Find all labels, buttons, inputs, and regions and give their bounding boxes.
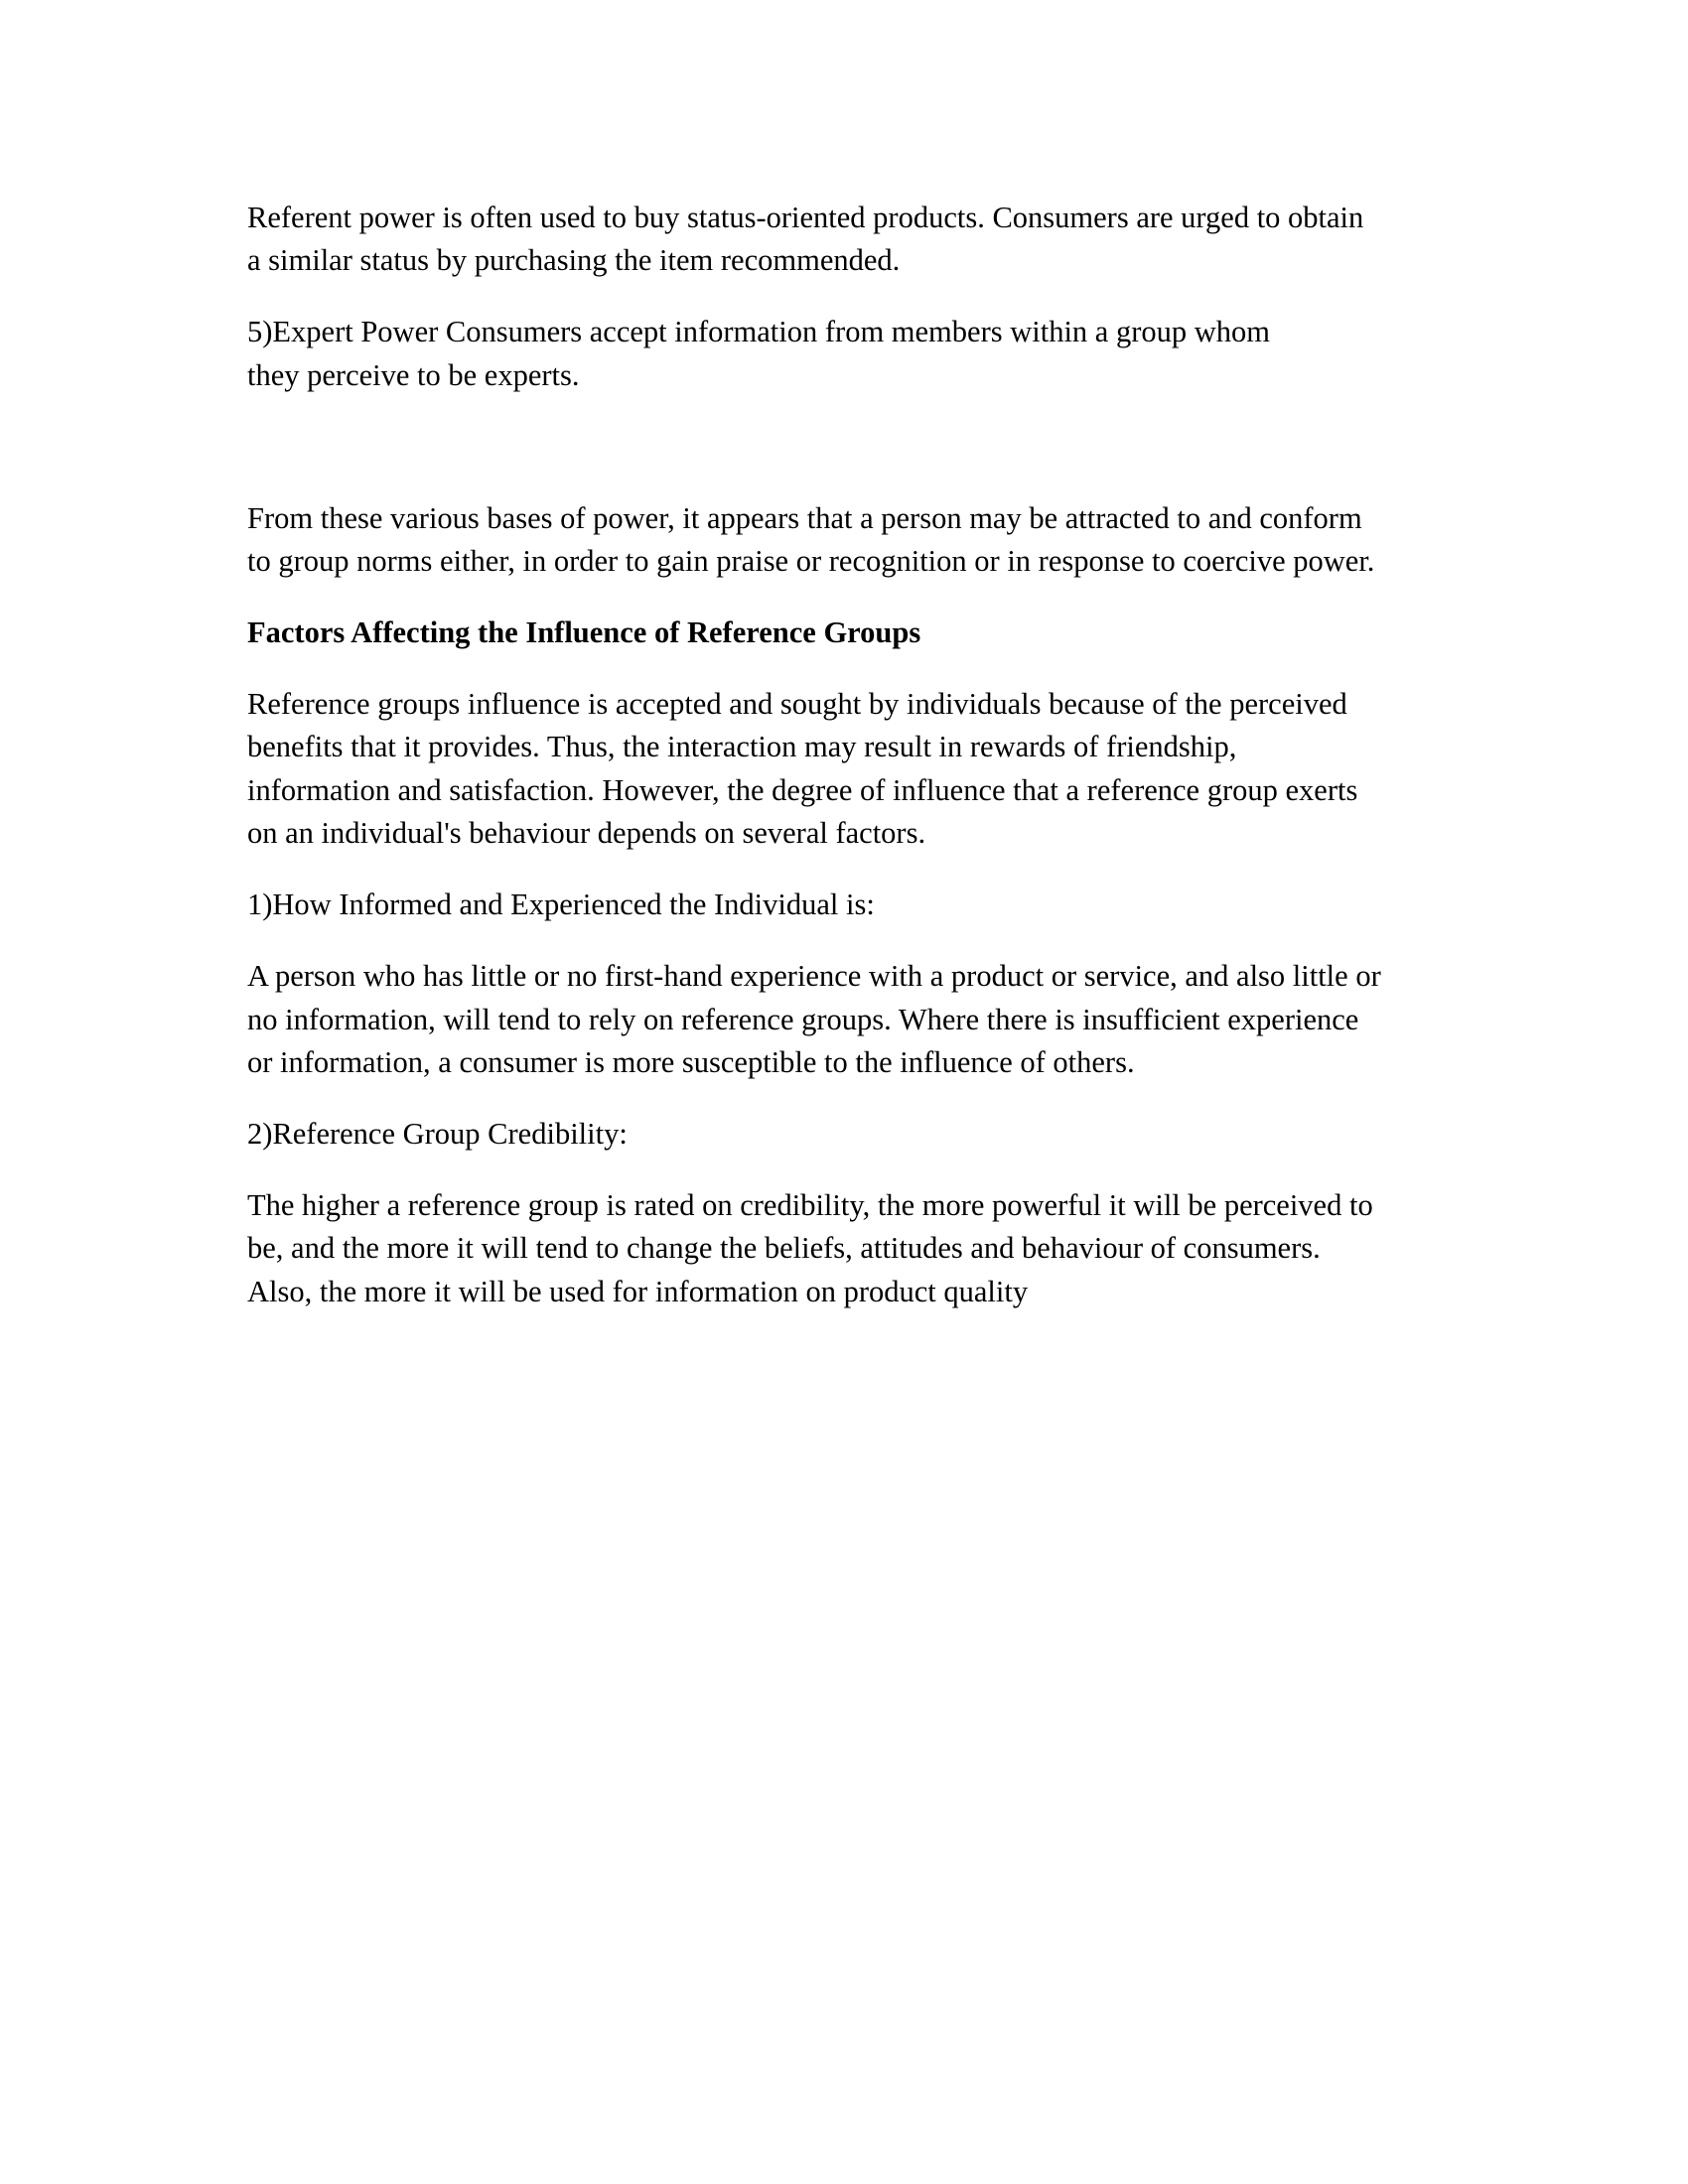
- section-heading: [247, 612, 1498, 654]
- text-line: benefits that it provides. Thus, the interaction may result in rewards of friendship,: [247, 730, 1237, 764]
- empty-paragraph: [247, 426, 1498, 469]
- text-line: The higher a reference group is rated on credibility, the more powerful it will be perceived to: [247, 1187, 1373, 1222]
- text-line: information and satisfaction. However, the degree of influence that a reference group exerts: [247, 772, 1358, 807]
- text-line: Referent power is often used to buy status-oriented products. Consumers are urged to obtain: [247, 201, 1364, 234]
- paragraph-referent-power: [247, 197, 1498, 283]
- text-line: 5)Expert Power Consumers accept information from members within a group whom: [247, 315, 1270, 349]
- text-line: no information, will tend to rely on reference groups. Where there is insufficient experience: [247, 1002, 1359, 1036]
- factor-2-title: [247, 1113, 1498, 1156]
- text-line: or information, a consumer is more susceptible to the influence of others.: [247, 1045, 1135, 1080]
- text-line: 2)Reference Group Credibility:: [247, 1117, 628, 1151]
- text-line: Reference groups influence is accepted and sought by individuals because of the perceived: [247, 687, 1347, 722]
- factor-1-title: [247, 884, 1498, 926]
- text-line: A person who has little or no first-hand experience with a product or service, and also little or: [247, 959, 1381, 994]
- text-line: Also, the more it will be used for information on product quality: [247, 1274, 1029, 1308]
- text-line: on an individual's behaviour depends on several factors.: [247, 816, 926, 851]
- text-line: a similar status by purchasing the item recommended.: [247, 243, 901, 278]
- text-line: 1)How Informed and Experienced the Individual is:: [247, 887, 875, 922]
- paragraph-factor-1: [247, 955, 1498, 1084]
- text-line: be, and the more it will tend to change the beliefs, attitudes and behaviour of consumers.: [247, 1231, 1321, 1266]
- text-line: they perceive to be experts.: [247, 357, 580, 392]
- paragraph-bases-of-power: [247, 497, 1498, 584]
- paragraph-influence-intro: [247, 683, 1498, 856]
- paragraph-expert-power: [247, 311, 1498, 397]
- heading-text: Factors Affecting the Influence of Reference Groups: [247, 615, 921, 650]
- paragraph-factor-2: [247, 1184, 1498, 1313]
- text-line: to group norms either, in order to gain praise or recognition or in response to coercive power.: [247, 544, 1375, 579]
- text-line: From these various bases of power, it appears that a person may be attracted to and conform: [247, 500, 1362, 535]
- document-body: [247, 197, 1498, 1342]
